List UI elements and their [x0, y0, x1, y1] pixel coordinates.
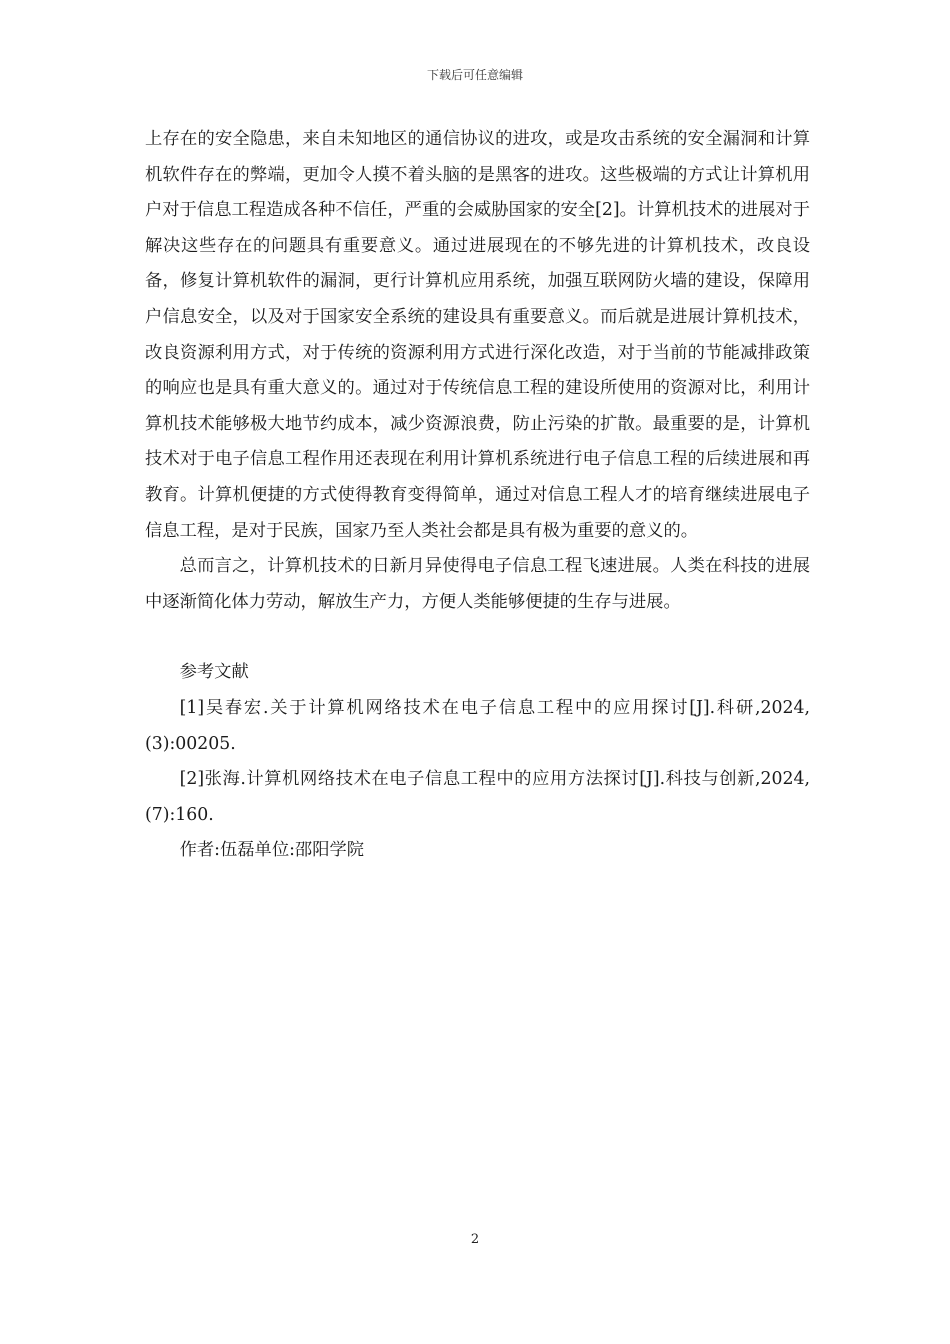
reference-item-1: [1]吴春宏.关于计算机网络技术在电子信息工程中的应用探讨[J].科研,2024,(3):00205.: [145, 697, 810, 754]
page-header: 下载后可任意编辑: [426, 68, 523, 82]
body-paragraph-1: 上存在的安全隐患，来自未知地区的通信协议的进攻，或是攻击系统的安全漏洞和计算机软件存在的弊端，更加令人摸不着头脑的是黑客的进攻。这些极端的方式让计算机用户对于信息工程造成各种不信任，严重的会威胁国家的安全[2]。计算机技术的进展对于解决这些存在的问题具有重要意义。通过进展现在的不够先进的计算机技术，改良设备，修复计算机软件的漏洞，更行计算机应用系统，加强互联网防火墙的建设，保障用户信息安全，以及对于国家安全系统的建设具有重要意义。而后就是进展计算机技术，改良资源利用方式，对于传统的资源利用方式进行深化改造，对于当前的节能减排政策的响应也是具有重大意义的。通过对于传统信息工程的建设所使用的资源对比，利用计算机技术能够极大地节约成本，减少资源浪费，防止污染的扩散。最重要的是，计算机技术对于电子信息工程作用还表现在利用计算机系统进行电子信息工程的后续进展和再教育。计算机便捷的方式使得教育变得简单，通过对信息工程人才的培育继续进展电子信息工程，是对于民族，国家乃至人类社会都是具有极为重要的意义的。: [145, 129, 810, 541]
reference-item-2: [2]张海.计算机网络技术在电子信息工程中的应用方法探讨[J].科技与创新,2024,(7):160.: [145, 769, 810, 825]
author-line: 作者:伍磊单位:邵阳学院: [179, 840, 365, 861]
section-spacer: [145, 620, 810, 655]
document-body: [145, 122, 810, 869]
references-title: 参考文献: [179, 662, 249, 683]
page-number: 2: [470, 1232, 480, 1247]
body-paragraph-2: 总而言之，计算机技术的日新月异使得电子信息工程飞速进展。人类在科技的进展中逐渐简化体力劳动，解放生产力，方便人类能够便捷的生存与进展。: [145, 556, 810, 612]
